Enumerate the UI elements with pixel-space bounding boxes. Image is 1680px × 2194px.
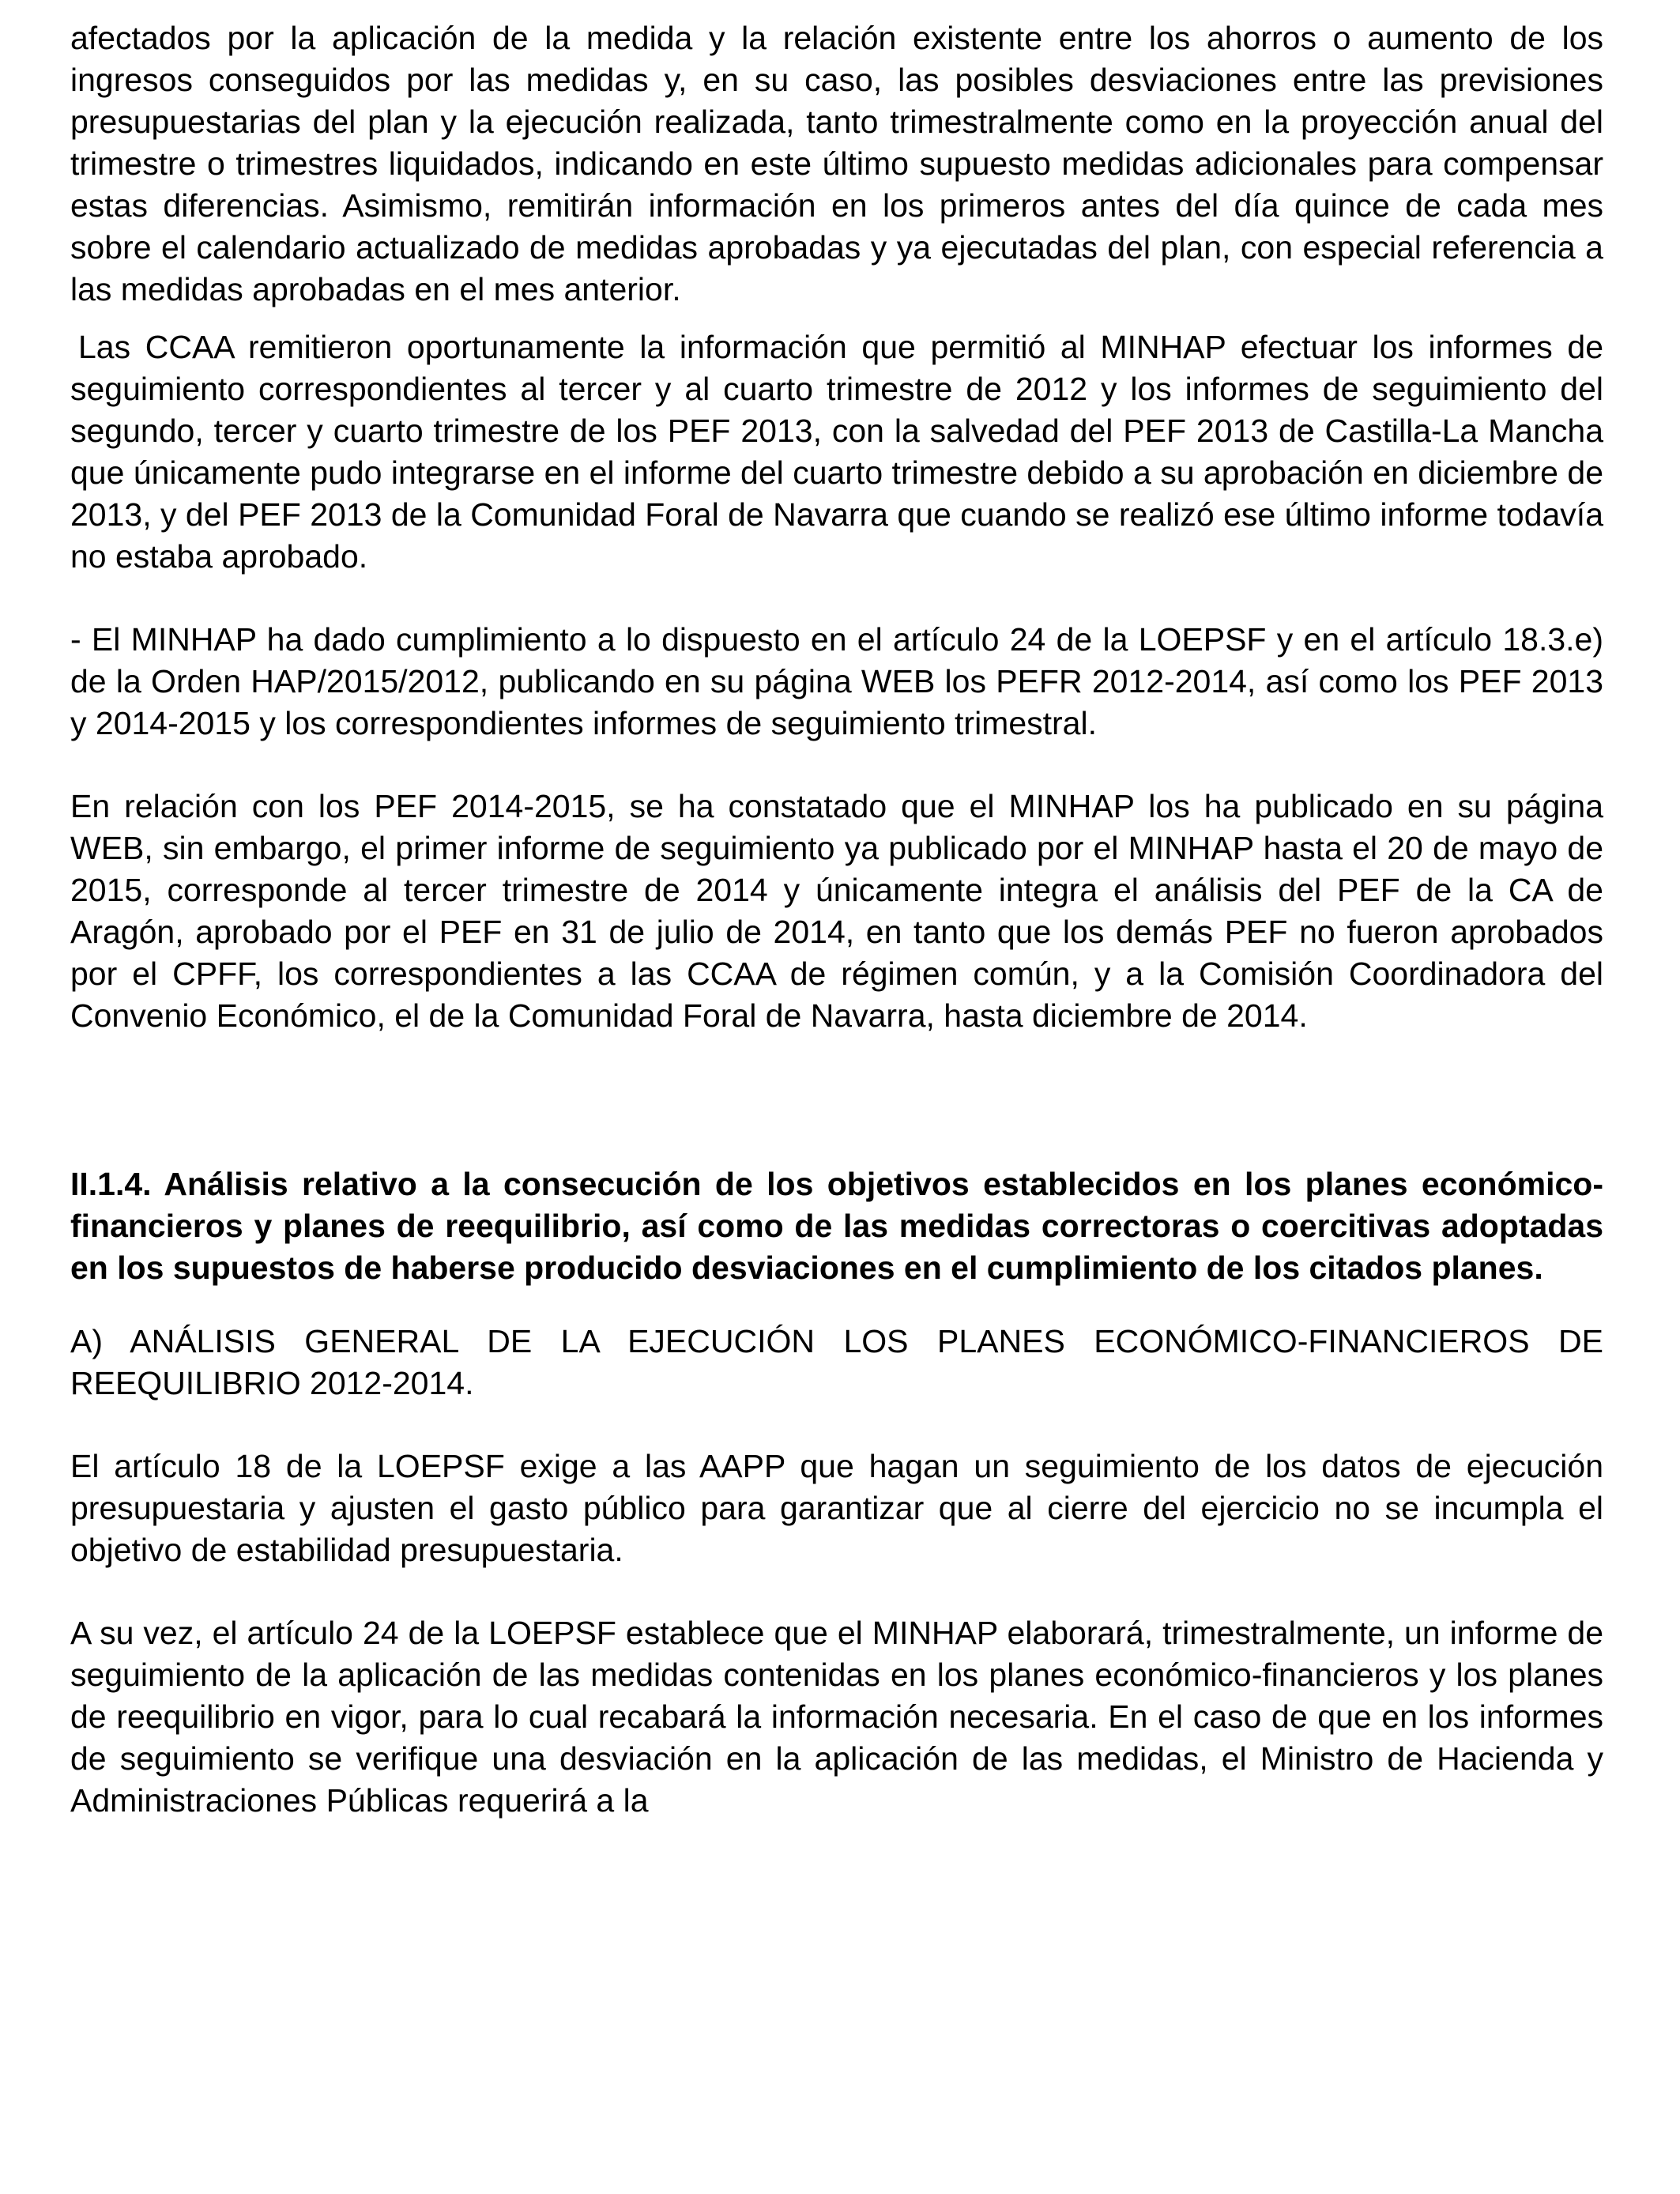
paragraph-article-18: El artículo 18 de la LOEPSF exige a las AAPP que hagan un seguimiento de los datos de ejecución presupuestaria y ajusten el gasto público para garantizar que al cierre del ejercicio no se incumpla el objetivo de estabilidad presupuestaria. <box>70 1448 1603 1568</box>
subsection-heading: A) ANÁLISIS GENERAL DE LA EJECUCIÓN LOS PLANES ECONÓMICO-FINANCIEROS DE REEQUILIBRIO 2012-2014. <box>70 1323 1603 1401</box>
document-page <box>70 17 1603 1822</box>
paragraph-ccaa-reports: Las CCAA remitieron oportunamente la información que permitió al MINHAP efectuar los informes de seguimiento correspondientes al tercer y al cuarto trimestre de 2012 y los informes de seguimiento del segundo, tercer y cuarto trimestre de los PEF 2013, con la salvedad del PEF 2013 de Castilla-La Mancha que únicamente pudo integrarse en el informe del cuarto trimestre debido a su aprobación en diciembre de 2013, y del PEF 2013 de la Comunidad Foral de Navarra que cuando se realizó ese último informe todavía no estaba aprobado. <box>70 329 1603 575</box>
paragraph-pef-2014-2015: En relación con los PEF 2014-2015, se ha constatado que el MINHAP los ha publicado en su página WEB, sin embargo, el primer informe de seguimiento ya publicado por el MINHAP hasta el 20 de mayo de 2015, corresponde al tercer trimestre de 2014 y únicamente integra el análisis del PEF de la CA de Aragón, aprobado por el PEF en 31 de julio de 2014, en tanto que los demás PEF no fueron aprobados por el CPFF, los correspondientes a las CCAA de régimen común, y a la Comisión Coordinadora del Convenio Económico, el de la Comunidad Foral de Navarra, hasta diciembre de 2014. <box>70 788 1603 1034</box>
paragraph-continuation: afectados por la aplicación de la medida y la relación existente entre los ahorros o aumento de los ingresos conseguidos por las medidas y, en su caso, las posibles desviaciones entre las previsiones presupuestarias del plan y la ejecución realizada, tanto trimestralmente como en la proyección anual del trimestre o trimestres liquidados, indicando en este último supuesto medidas adicionales para compensar estas diferencias. Asimismo, remitirán información en los primeros antes del día quince de cada mes sobre el calendario actualizado de medidas aprobadas y ya ejecutadas del plan, con especial referencia a las medidas aprobadas en el mes anterior. <box>70 20 1603 307</box>
paragraph-article-24: A su vez, el artículo 24 de la LOEPSF establece que el MINHAP elaborará, trimestralmente, un informe de seguimiento de la aplicación de las medidas contenidas en los planes económico-financieros y los planes de reequilibrio en vigor, para lo cual recabará la información necesaria. En el caso de que en los informes de seguimiento se verifique una desviación en la aplicación de las medidas, el Ministro de Hacienda y Administraciones Públicas requerirá a la <box>70 1615 1603 1819</box>
section-heading: II.1.4. Análisis relativo a la consecución de los objetivos establecidos en los planes económico-financieros y planes de reequilibrio, así como de las medidas correctoras o coercitivas adoptadas en los supuestos de haberse producido desviaciones en el cumplimiento de los citados planes. <box>70 1166 1603 1286</box>
paragraph-minhap-compliance: - El MINHAP ha dado cumplimiento a lo dispuesto en el artículo 24 de la LOEPSF y en el artículo 18.3.e) de la Orden HAP/2015/2012, publicando en su página WEB los PEFR 2012-2014, así como los PEF 2013 y 2014-2015 y los correspondientes informes de seguimiento trimestral. <box>70 621 1603 741</box>
